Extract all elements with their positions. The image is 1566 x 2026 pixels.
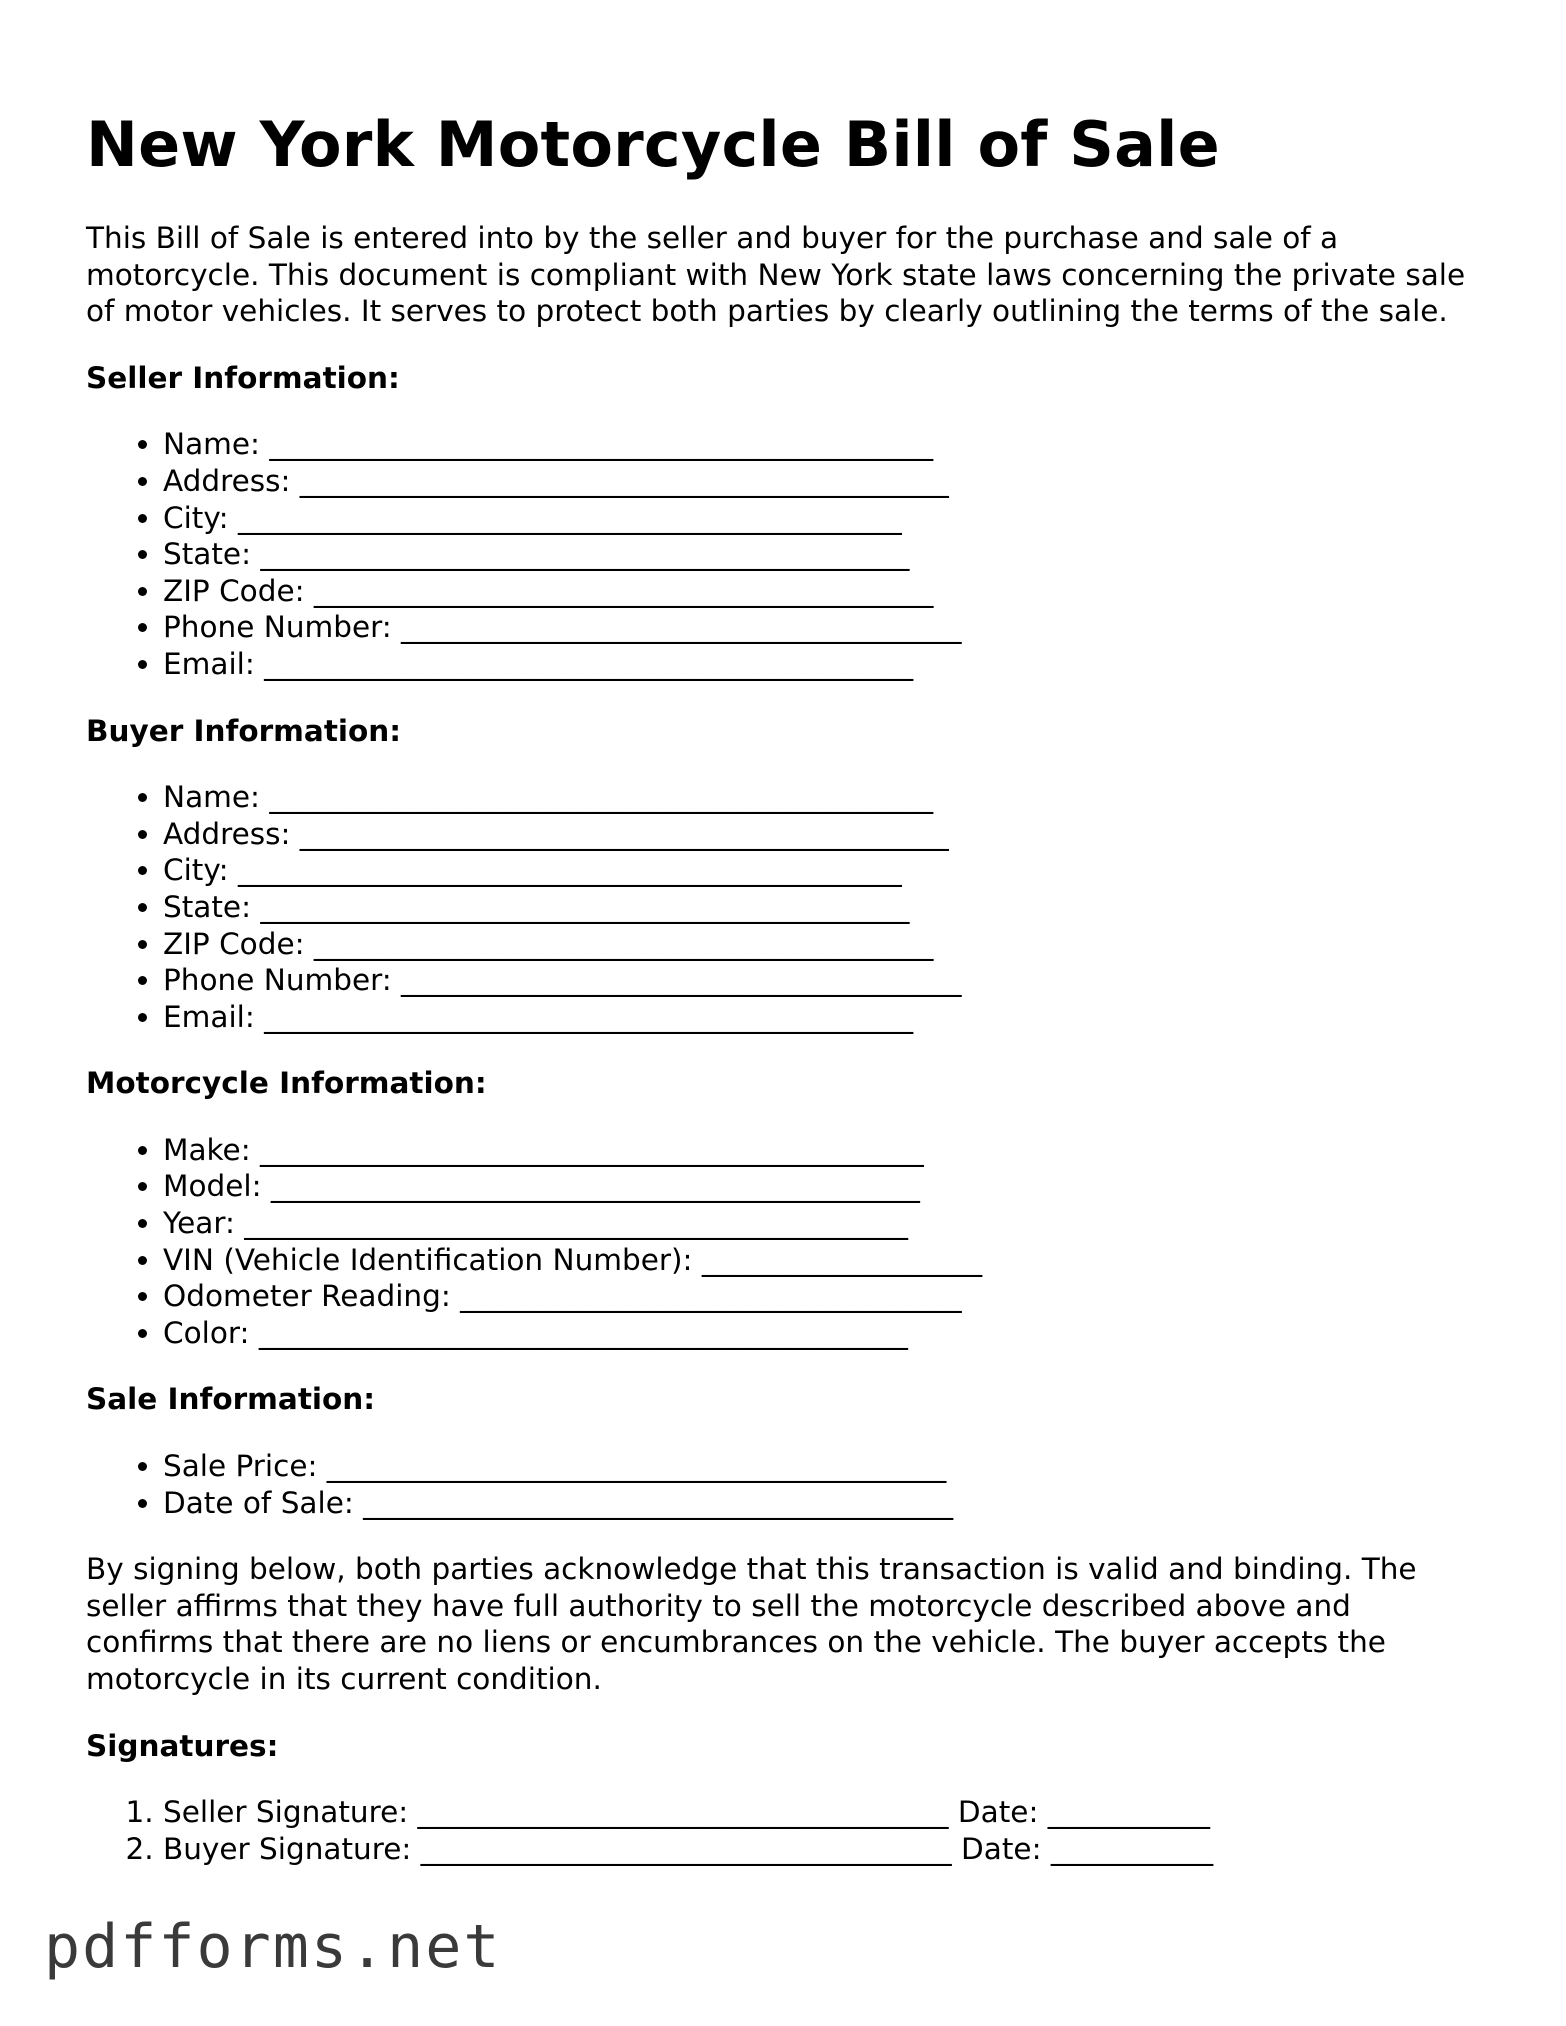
buyer-field-list: [86, 779, 1486, 1035]
signatures-section-heading: Signatures:: [86, 1728, 279, 1763]
sale-field-list: [86, 1448, 1486, 1521]
buyer-state-field[interactable]: • State: ____________________________________________: [163, 889, 1486, 926]
buyer-signature-field[interactable]: 2. Buyer Signature: ____________________________________ Date: ___________: [163, 1831, 1486, 1868]
motorcycle-color-field[interactable]: • Color: ____________________________________________: [163, 1315, 1486, 1352]
buyer-phone-field[interactable]: • Phone Number: ______________________________________: [163, 962, 1486, 999]
seller-address-field[interactable]: • Address: ____________________________________________: [163, 463, 1486, 500]
sale-price-field[interactable]: • Sale Price: __________________________________________: [163, 1448, 1486, 1485]
intro-paragraph: This Bill of Sale is entered into by the seller and buyer for the purchase and sale of a motorcycle. This document is compliant with New York state laws concerning the private sale of motor vehicles. It serves to protect both parties by clearly outlining the terms of the sale.: [86, 221, 1466, 329]
motorcycle-section-heading: Motorcycle Information:: [86, 1066, 487, 1101]
seller-section-heading: Seller Information:: [86, 360, 400, 395]
watermark-logo: pdfforms.net: [44, 1912, 502, 1982]
buyer-email-field[interactable]: • Email: ____________________________________________: [163, 999, 1486, 1036]
buyer-city-field[interactable]: • City: _____________________________________________: [163, 852, 1486, 889]
motorcycle-odometer-field[interactable]: • Odometer Reading: __________________________________: [163, 1278, 1486, 1315]
motorcycle-vin-field[interactable]: • VIN (Vehicle Identification Number): ___________________: [163, 1242, 1486, 1279]
sale-date-field[interactable]: • Date of Sale: ________________________________________: [163, 1485, 1486, 1522]
motorcycle-year-field[interactable]: • Year: _____________________________________________: [163, 1205, 1486, 1242]
seller-field-list: [86, 426, 1486, 682]
seller-signature-field[interactable]: 1. Seller Signature: ____________________________________ Date: ___________: [163, 1794, 1486, 1831]
buyer-zip-field[interactable]: • ZIP Code: __________________________________________: [163, 926, 1486, 963]
buyer-name-field[interactable]: • Name: _____________________________________________: [163, 779, 1486, 816]
motorcycle-field-list: [86, 1132, 1486, 1352]
page-title: New York Motorcycle Bill of Sale: [86, 108, 1220, 181]
motorcycle-model-field[interactable]: • Model: ____________________________________________: [163, 1168, 1486, 1205]
buyer-address-field[interactable]: • Address: ____________________________________________: [163, 816, 1486, 853]
document-page: [86, 100, 1486, 1897]
seller-city-field[interactable]: • City: _____________________________________________: [163, 500, 1486, 537]
motorcycle-make-field[interactable]: • Make: _____________________________________________: [163, 1132, 1486, 1169]
sale-section-heading: Sale Information:: [86, 1382, 376, 1417]
seller-zip-field[interactable]: • ZIP Code: __________________________________________: [163, 573, 1486, 610]
seller-phone-field[interactable]: • Phone Number: ______________________________________: [163, 609, 1486, 646]
signature-field-list: [86, 1794, 1486, 1867]
seller-email-field[interactable]: • Email: ____________________________________________: [163, 646, 1486, 683]
acknowledgement-paragraph: By signing below, both parties acknowledge that this transaction is valid and binding. The seller affirms that they have full authority to sell the motorcycle described above and confirms that there are no liens or encumbrances on the vehicle. The buyer accepts the motorcycle in its current condition.: [86, 1552, 1417, 1696]
buyer-section-heading: Buyer Information:: [86, 713, 402, 748]
seller-state-field[interactable]: • State: ____________________________________________: [163, 536, 1486, 573]
seller-name-field[interactable]: • Name: _____________________________________________: [163, 426, 1486, 463]
